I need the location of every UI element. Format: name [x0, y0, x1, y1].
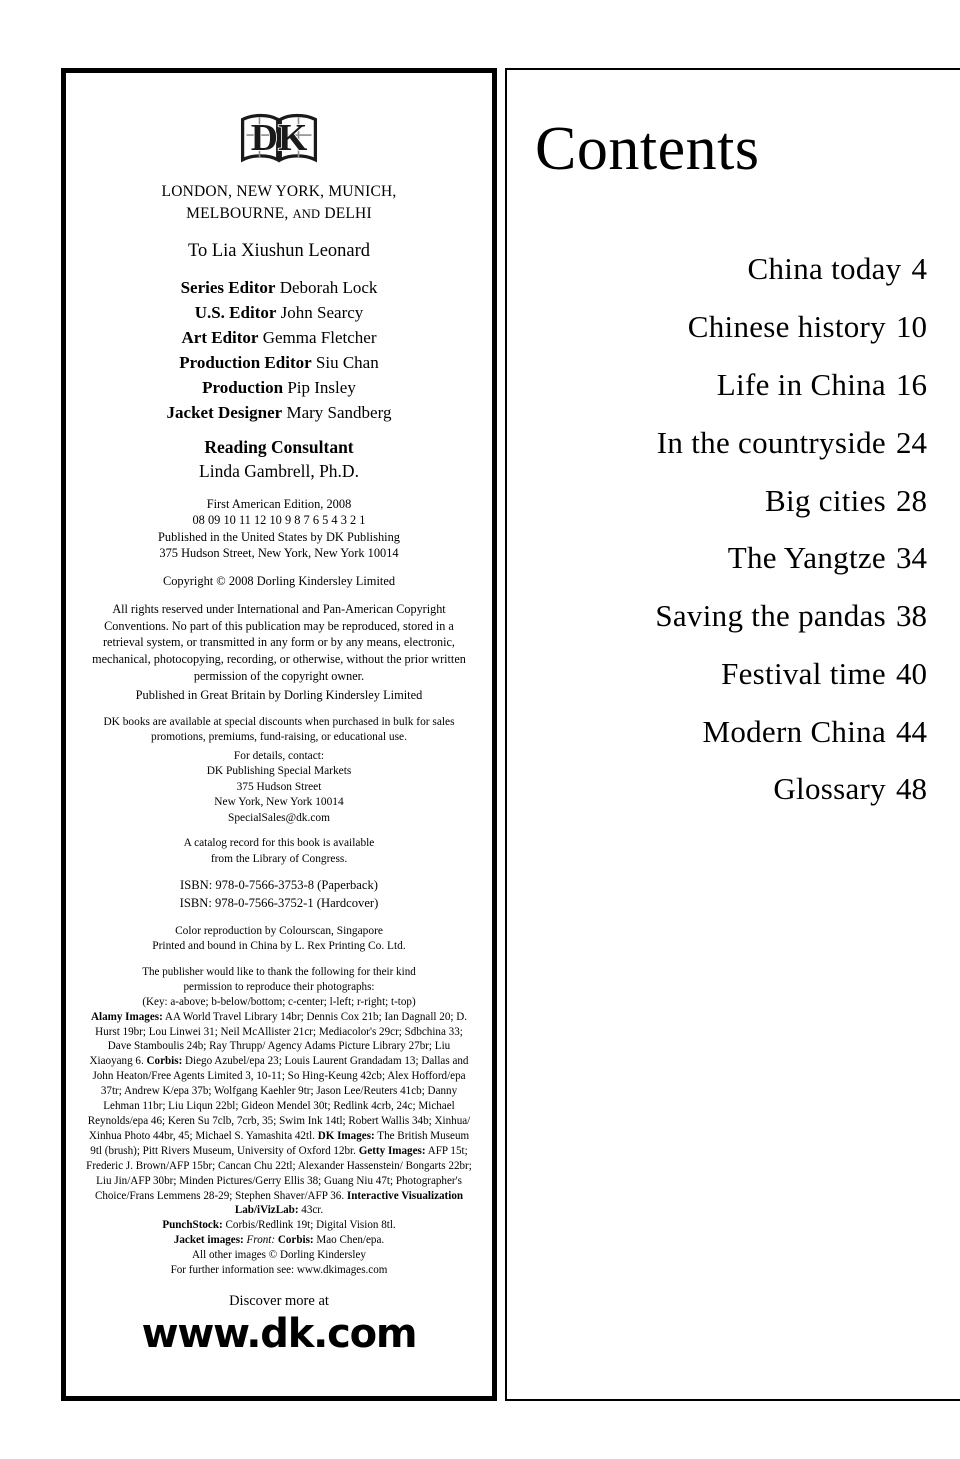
credit-key-line: (Key: a-above; b-below/bottom; c-center; l-left; r-right; t-top) — [142, 995, 416, 1008]
credit-name: John Searcy — [280, 303, 364, 323]
toc-entry-the-yangtze[interactable] — [507, 529, 927, 587]
credit-role: Production Editor — [179, 353, 312, 372]
credit-agency: PunchStock: — [162, 1219, 223, 1232]
credit-role: Art Editor — [181, 328, 259, 348]
credit-name: Mary Sandberg — [286, 402, 392, 422]
us-address: 375 Hudson Street, New York, New York 10014 — [159, 546, 399, 561]
special-markets-name: DK Publishing Special Markets — [206, 765, 352, 778]
special-markets-city: New York, New York 10014 — [214, 796, 344, 809]
credit-name: Gemma Fletcher — [262, 328, 377, 348]
toc-page-number: 10 — [896, 309, 927, 345]
special-markets-email: SpecialSales@dk.com — [228, 811, 330, 824]
consultant-name: Linda Gambrell, Ph.D. — [199, 461, 359, 482]
credit-agency-items: 43cr. — [298, 1204, 324, 1217]
jacket-credit: Mao Chen/epa. — [313, 1234, 385, 1247]
cities-delhi: DELHI — [324, 205, 372, 222]
dk-logo-icon — [240, 109, 318, 165]
jacket-agency: Corbis: — [277, 1234, 314, 1247]
cities-line-1: LONDON, NEW YORK, MUNICH, — [161, 183, 397, 200]
special-markets-street: 375 Hudson Street — [236, 780, 322, 793]
details-contact: For details, contact: — [233, 749, 325, 762]
credit-agency-items: AA World Travel Library 14br; Dennis Cox 21b; Ian Dagnall 20; D. Hurst 19br; Lou Linwei 31; Neil McAllister 21cr; Mediacolor's 29cr; Sdbchina 33; Dave Stamboulis 24b; Ray Thrupp/ Agency Adams Picture Library 27br; Liu Xiaoyang 6. — [89, 1010, 468, 1068]
toc-label: Modern China — [702, 713, 886, 749]
credit-agency-items: AFP 15t; Frederic J. Brown/AFP 15br; Cancan Chu 22tl; Alexander Hassenstein/ Bongarts 22br; Liu Jin/AFP 30br; Minden Pictures/Gerry Ellis 38; Guang Niu 47t; Photographer's Choice/Frans Lemmens 28-29; Stephen Shaver/AFP 36. — [86, 1144, 472, 1202]
printed-bound: Printed and bound in China by L. Rex Printing Co. Ltd. — [152, 940, 406, 953]
credit-row — [84, 376, 474, 401]
table-of-contents — [507, 240, 927, 818]
credit-agency: DK Images: — [317, 1129, 375, 1142]
reading-consultant — [84, 435, 474, 484]
toc-label: Life in China — [716, 366, 886, 402]
credit-role: Production — [202, 377, 284, 397]
publisher-cities — [84, 181, 474, 225]
toc-entry-festival-time[interactable] — [507, 644, 927, 702]
edition-line: First American Edition, 2008 — [206, 496, 352, 511]
dk-website[interactable]: www.dk.com — [141, 1310, 417, 1357]
catalog-line-1: A catalog record for this book is available — [183, 837, 375, 850]
credit-name: Pip Insley — [287, 377, 356, 397]
production-block — [84, 924, 474, 955]
cities-line-2 — [84, 203, 474, 225]
imprint-page — [61, 68, 497, 1401]
catalog-line-2: from the Library of Congress. — [210, 852, 348, 865]
toc-label: Festival time — [721, 655, 886, 691]
toc-entry-saving-the-pandas[interactable] — [507, 587, 927, 645]
toc-label: Big cities — [765, 482, 886, 518]
toc-page-number: 48 — [896, 771, 927, 807]
toc-label: Chinese history — [687, 309, 886, 345]
credit-name: Deborah Lock — [279, 278, 378, 298]
special-markets-block — [84, 749, 474, 827]
jacket-front-label: Front: — [246, 1234, 276, 1247]
toc-label: In the countryside — [656, 424, 886, 460]
toc-label: Saving the pandas — [655, 598, 886, 634]
toc-label: Glossary — [773, 771, 886, 807]
published-us: Published in the United States by DK Publishing — [158, 529, 400, 544]
thanks-line-1: The publisher would like to thank the following for their kind — [142, 965, 416, 978]
thanks-line-2: permission to reproduce their photographs: — [183, 980, 375, 993]
toc-page-number: 24 — [896, 424, 927, 460]
toc-label: China today — [747, 251, 902, 287]
toc-page-number: 4 — [911, 251, 927, 287]
credit-role: Jacket Designer — [166, 402, 283, 422]
credits-list — [84, 276, 474, 426]
rights-paragraph: All rights reserved under International and Pan-American Copyright Conventions. No part of this publication may be reproduced, stored in a retrieval system, or transmitted in any form or by any means, electronic, mechanical, photocopying, recording, or otherwise, without the prior written permission of the copyright owner. — [92, 602, 466, 683]
credit-agency: Getty Images: — [358, 1144, 426, 1157]
svg-text:DK: DK — [250, 117, 308, 159]
toc-page-number: 28 — [896, 482, 927, 518]
jacket-images-label: Jacket images: — [173, 1234, 244, 1247]
toc-entry-modern-china[interactable] — [507, 702, 927, 760]
toc-entry-chinese-history[interactable] — [507, 298, 927, 356]
further-information: For further information see: www.dkimages.com — [170, 1264, 388, 1277]
imprint-content — [66, 73, 492, 1365]
credit-agency: Interactive Visualization Lab/iVizLab: — [234, 1189, 464, 1217]
discover-more-label: Discover more at — [229, 1292, 329, 1309]
toc-entry-big-cities[interactable] — [507, 471, 927, 529]
toc-page-number: 16 — [896, 366, 927, 402]
toc-entry-china-today[interactable] — [507, 240, 927, 298]
page-title: Contents — [535, 115, 760, 183]
credit-agency: Alamy Images: — [90, 1010, 163, 1023]
color-reproduction: Color reproduction by Colourscan, Singapore — [175, 924, 383, 937]
toc-page-number: 40 — [896, 655, 927, 691]
all-other-images: All other images © Dorling Kindersley — [192, 1249, 366, 1262]
credit-agency-items: Diego Azubel/epa 23; Louis Laurent Grandadam 13; Dallas and John Heaton/Free Agents Limited 3, 10-11; So Hing-Keung 42cb; Alex Hofford/epa 37tr; Andrew K/epa 37b; Wolfgang Kaehler 9tr; Jason Lee/Reuters 41cb; Danny Lehman 11br; Liu Liqun 22bl; Gideon Mendel 30t; Redlink 4crb, 24c; Michael Reynolds/epa 46; Keren Su 7clb, 7crb, 35; Swim Ink 14tl; Robert Wallis 34b; Xinhua/ Xinhua Photo 44br, 45; Michael S. Yamashita 42tl. — [87, 1055, 471, 1142]
cities-and: AND — [292, 207, 321, 221]
credit-agency: Corbis: — [146, 1055, 183, 1068]
credit-name: Siu Chan — [315, 353, 379, 372]
catalog-block — [84, 836, 474, 867]
isbn-hardcover: ISBN: 978-0-7566-3752-1 (Hardcover) — [179, 896, 379, 911]
isbn-block — [84, 877, 474, 913]
credit-role: U.S. Editor — [194, 303, 277, 323]
toc-page-number: 38 — [896, 598, 927, 634]
credit-row — [84, 401, 474, 426]
print-numbers: 08 09 10 11 12 10 9 8 7 6 5 4 3 2 1 — [192, 513, 366, 528]
toc-entry-life-in-china[interactable] — [507, 356, 927, 414]
credit-agency-items: Corbis/Redlink 19t; Digital Vision 8tl. — [222, 1219, 396, 1232]
credit-role: Series Editor — [180, 278, 276, 298]
credit-row — [84, 276, 474, 301]
isbn-paperback: ISBN: 978-0-7566-3753-8 (Paperback) — [180, 878, 378, 893]
credit-row — [84, 351, 474, 376]
cities-melbourne: MELBOURNE, — [186, 205, 289, 222]
copyright-line: Copyright © 2008 Dorling Kindersley Limited — [162, 573, 396, 588]
toc-entry-in-the-countryside[interactable] — [507, 413, 927, 471]
photo-credits — [84, 965, 474, 1278]
edition-block — [84, 496, 474, 562]
toc-entry-glossary[interactable] — [507, 760, 927, 818]
dedication: To Lia Xiushun Leonard — [187, 241, 371, 261]
credit-row — [84, 326, 474, 351]
toc-page-number: 44 — [896, 713, 927, 749]
consultant-role: Reading Consultant — [204, 436, 354, 457]
toc-label: The Yangtze — [727, 540, 886, 576]
published-gb: Published in Great Britain by Dorling Kindersley Limited — [135, 687, 423, 702]
bulk-discounts-paragraph: DK books are available at special discounts when purchased in bulk for sales promotions, premiums, fund-raising, or educational use. — [103, 715, 455, 744]
credit-row — [84, 301, 474, 326]
credit-agency-items: The British Museum 9tl (brush); Pitt Rivers Museum, University of Oxford 12br. — [90, 1129, 470, 1157]
contents-page — [505, 68, 960, 1401]
toc-page-number: 34 — [896, 540, 927, 576]
